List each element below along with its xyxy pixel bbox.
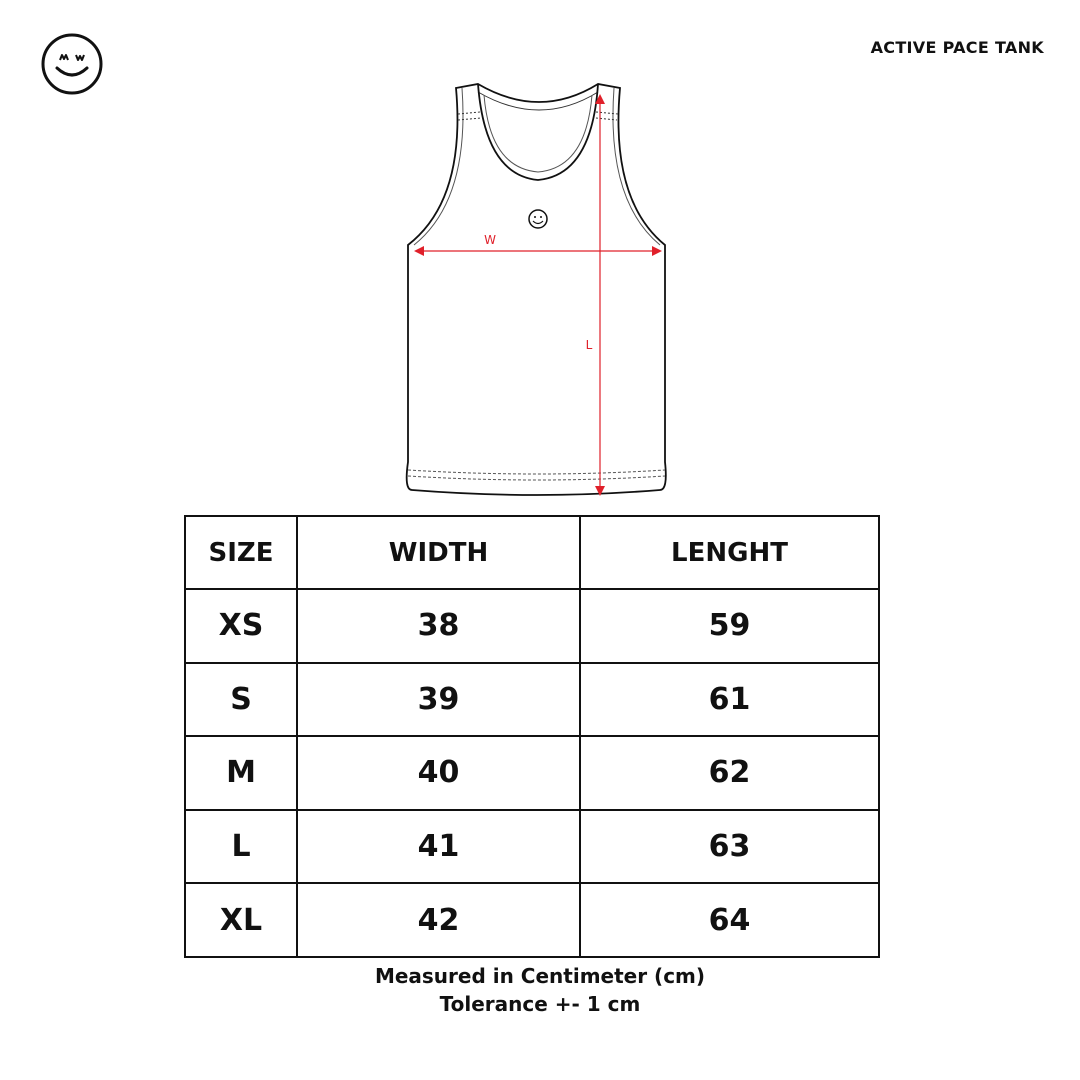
width-cell: 40 bbox=[297, 736, 580, 810]
width-cell: 38 bbox=[297, 589, 580, 663]
tank-top-outline-icon bbox=[380, 80, 690, 505]
product-title: ACTIVE PACE TANK bbox=[870, 38, 1044, 57]
table-row bbox=[185, 883, 879, 957]
length-cell: 59 bbox=[580, 589, 879, 663]
size-cell: M bbox=[185, 736, 297, 810]
length-cell: 62 bbox=[580, 736, 879, 810]
table-header-row bbox=[185, 516, 879, 589]
table-row bbox=[185, 736, 879, 810]
tank-body-outline bbox=[407, 84, 666, 495]
length-cell: 64 bbox=[580, 883, 879, 957]
size-chart-table bbox=[184, 515, 880, 958]
length-cell: 61 bbox=[580, 663, 879, 737]
table-row bbox=[185, 663, 879, 737]
size-cell: S bbox=[185, 663, 297, 737]
length-cell: 63 bbox=[580, 810, 879, 884]
length-label: L bbox=[585, 338, 593, 352]
smiley-face-logo-icon bbox=[40, 32, 104, 96]
width-cell: 42 bbox=[297, 883, 580, 957]
header-width: WIDTH bbox=[297, 516, 580, 589]
measurement-notes bbox=[0, 962, 1080, 1018]
tolerance-note: Tolerance +- 1 cm bbox=[439, 992, 641, 1016]
size-cell: XS bbox=[185, 589, 297, 663]
width-cell: 39 bbox=[297, 663, 580, 737]
size-cell: XL bbox=[185, 883, 297, 957]
size-cell: L bbox=[185, 810, 297, 884]
table-row bbox=[185, 589, 879, 663]
unit-note: Measured in Centimeter (cm) bbox=[374, 964, 706, 988]
width-cell: 41 bbox=[297, 810, 580, 884]
header-size: SIZE bbox=[185, 516, 297, 589]
width-label: W bbox=[484, 233, 496, 247]
table-row bbox=[185, 810, 879, 884]
header-length: LENGHT bbox=[580, 516, 879, 589]
